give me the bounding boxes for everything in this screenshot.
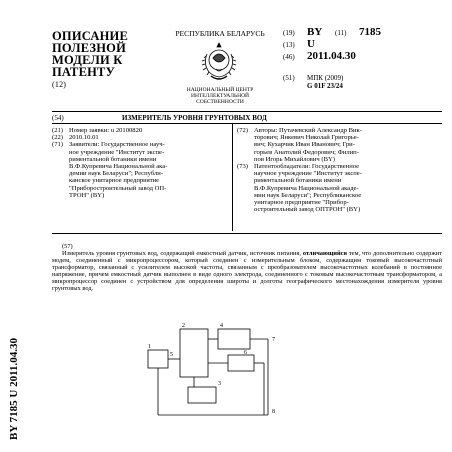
code-13: (13) (283, 41, 295, 49)
title-line: ПОЛЕЗНОЙ (52, 41, 126, 55)
field-line: (72) Авторы: Путачевский Александр Вик- (237, 127, 362, 134)
author-column (237, 127, 443, 213)
field-line: вич; Кухарчик Иван Иванович; Гри- (254, 141, 355, 149)
field-line: ТРОН" (BY) (69, 191, 105, 199)
country-code: BY (307, 26, 323, 38)
title-line: ПАТЕНТУ (52, 65, 115, 79)
side-text: BY 7185 U 2011.04.30 (8, 338, 20, 440)
figure-label: 2 (182, 323, 185, 329)
top-divider (52, 111, 442, 112)
code-11: (11) (335, 29, 347, 37)
title-divider (52, 123, 442, 124)
field-line: В.Ф.Купревича Национальной акаде- (254, 184, 359, 192)
figure-label: 8 (272, 409, 275, 415)
code-51: (51) (283, 74, 295, 82)
patent-number: 7185 (359, 26, 381, 38)
abstract-text: Измеритель уровня грунтовых вод, содержащий емкостный датчик, источник питания, отличающийся тем, что дополнительно содержит модем, соединенный с микропроцессором, который соединен с измерительным блоком, содержащим токовый высокочастотный трансформатор, связанный с усилителем высокой частоты, связанным с преобразователем высокочастотных колебаний в постоянное напряжение, причем емкостный датчик выполнен в виде одного электрода, соединенного с токовым высокочастотным трансформатором, а микропроцессор соединен с устройством для определения широты и долготы географического местонахождения измерителя уровня грунтовых вод. (52, 250, 442, 292)
side-document-number (8, 250, 28, 440)
document-kind: U (307, 38, 315, 50)
field-line: остроительный завод ОПТРОН" (BY) (254, 206, 361, 214)
document-type-title (52, 30, 164, 91)
org-line: СОБСТВЕННОСТИ (196, 99, 244, 105)
field-line: "Приборостроительный завод ОП- (69, 184, 167, 192)
field-line: горьев Анатолий Федорович; Филип- (254, 148, 359, 156)
figure-label: 1 (148, 344, 151, 350)
ipc-label: МПК (2009) (307, 74, 344, 82)
publication-date: 2011.04.30 (307, 50, 356, 62)
claim-emphasis: отличающийся (302, 250, 347, 257)
state-emblem-icon (197, 40, 241, 84)
field-line: (71) Заявители: Государственное науч- (52, 141, 165, 149)
bibliographic-header (283, 27, 433, 63)
column-divider (232, 124, 233, 231)
invention-title-row (52, 114, 442, 122)
field-line: пов Игорь Михайлович (BY) (254, 155, 335, 163)
org-line: НАЦИОНАЛЬНЫЙ ЦЕНТР (186, 87, 254, 93)
field-line: ное учреждение "Институт экспе- (69, 148, 165, 156)
field-line: мии наук Беларуси"; Республиканское (254, 191, 362, 199)
field-line: демии наук Беларуси"; Республи- (69, 170, 164, 178)
figure-label: 3 (218, 381, 221, 387)
block-diagram (140, 323, 290, 423)
figure-label: 7 (272, 337, 275, 343)
code-54: (54) (52, 114, 64, 122)
field-line: (22) 2010.10.01 (52, 134, 99, 142)
code-57: (57) (62, 243, 73, 250)
field-line: торович; Янкевич Николай Григорье- (254, 134, 359, 142)
invention-title: ИЗМЕРИТЕЛЬ УРОВНЯ ГРУНТОВЫХ ВОД (122, 114, 267, 122)
org-line: ИНТЕЛЛЕКТУАЛЬНОЙ (190, 93, 250, 99)
block-6 (228, 355, 254, 371)
field-line: риментальной ботаники имени (254, 177, 342, 185)
national-center-label (170, 87, 270, 105)
field-line: В.Ф.Купревича Национальной ака- (69, 163, 168, 171)
code-19: (19) (283, 29, 295, 37)
ipc-class: G 01F 23/24 (307, 82, 343, 90)
title-line: МОДЕЛИ К (52, 53, 123, 67)
field-line: канское унитарное предприятие (69, 177, 160, 185)
field-line: научное учреждение "Институт экспе- (254, 170, 362, 178)
header-bottom-divider (52, 233, 442, 234)
field-line: унитарное предприятие "Прибор- (254, 199, 349, 207)
ipc-block (283, 74, 433, 90)
figure-label: 6 (244, 350, 247, 356)
applicant-column (52, 127, 228, 199)
block-1 (148, 350, 168, 368)
block-2 (180, 329, 208, 377)
block-4 (218, 329, 250, 349)
figure-label: 4 (220, 323, 223, 329)
field-line: риментальной ботаники имени (69, 155, 157, 163)
code-12: (12) (52, 80, 67, 89)
field-line: (21) Номер заявки: u 20100820 (52, 127, 143, 134)
field-line: (73) Патентообладатели: Государственное (237, 163, 360, 171)
title-line: ОПИСАНИЕ (52, 29, 128, 43)
code-46: (46) (283, 53, 295, 61)
republic-label: РЕСПУБЛИКА БЕЛАРУСЬ (175, 29, 265, 38)
abstract (52, 243, 442, 292)
figure-label: 5 (170, 352, 173, 358)
block-3 (188, 387, 216, 403)
